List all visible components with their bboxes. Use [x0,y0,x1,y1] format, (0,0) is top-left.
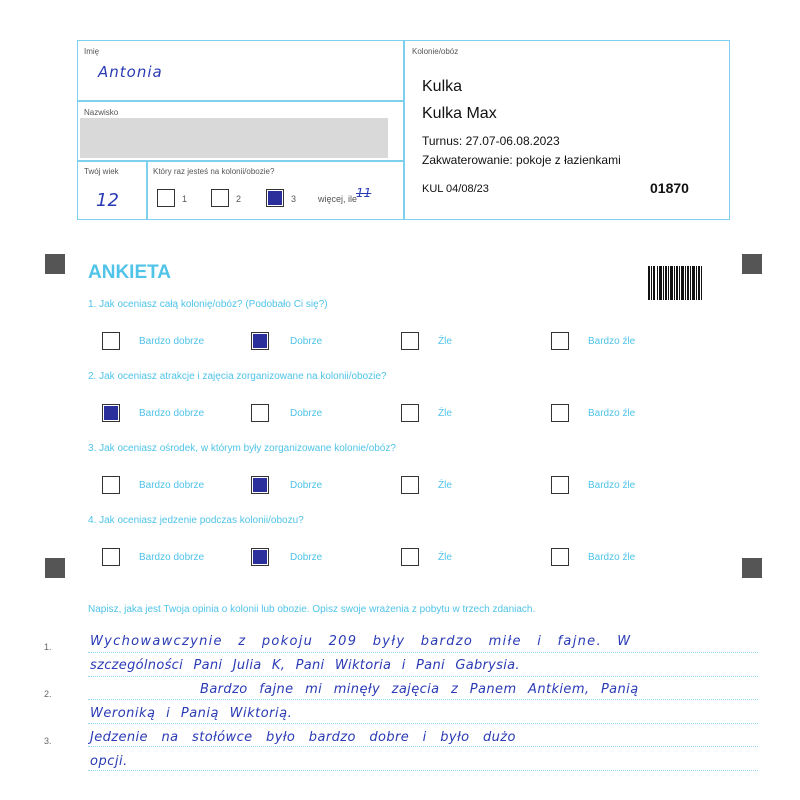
q4-checkbox-zle[interactable] [401,548,419,566]
q3-checkbox-bardzo-dobrze[interactable] [102,476,120,494]
survey-title: ANKIETA [88,262,172,283]
q1-checkbox-dobrze[interactable] [251,332,269,350]
question-1: 1. Jak oceniasz całą kolonię/obóz? (Podobało Ci się?) [88,299,328,310]
answer-text-6[interactable]: opcji. [90,754,128,769]
opinion-prompt: Napisz, jaka jest Twoja opinia o kolonii lub obozie. Opisz swoje wrażenia z pobytu w trzech zdaniach. [88,604,536,615]
registration-marker-bl [45,558,65,578]
header-divider-2 [77,160,404,162]
wiek-value[interactable]: 12 [96,190,119,211]
q1-checkbox-zle[interactable] [401,332,419,350]
q2-checkbox-bardzo-dobrze[interactable] [102,404,120,422]
wiecej-value[interactable]: 11 [356,186,372,200]
camp-variant: Kulka Max [422,105,497,122]
registration-marker-tr [742,254,762,274]
ktory-raz-checkbox-1[interactable] [157,189,175,207]
header-divider-vertical [403,40,405,220]
q2-checkbox-dobrze[interactable] [251,404,269,422]
nazwisko-label: Nazwisko [84,108,119,117]
header-divider-age [146,160,148,220]
q2-option-dobrze: Dobrze [290,408,323,419]
q3-option-bardzo-dobrze: Bardzo dobrze [139,480,205,491]
header-divider-1 [77,100,404,102]
q4-option-bardzo-zle: Bardzo źle [588,552,636,563]
q3-option-zle: Źle [438,480,452,491]
q4-option-bardzo-dobrze: Bardzo dobrze [139,552,205,563]
q3-checkbox-dobrze[interactable] [251,476,269,494]
answer-line-5 [88,746,758,747]
question-2: 2. Jak oceniasz atrakcje i zajęcia zorganizowane na kolonii/obozie? [88,371,387,382]
answer-text-5[interactable]: Jedzenie na stołówce było bardzo dobre i było dużo [90,730,516,745]
nazwisko-redacted [80,118,388,158]
answer-text-1[interactable]: Wychowawczynie z pokoju 209 były bardzo miłe i fajne. W [90,634,632,649]
wiek-label: Twój wiek [84,167,119,176]
q1-checkbox-bardzo-dobrze[interactable] [102,332,120,350]
question-3: 3. Jak oceniasz ośrodek, w którym były zorganizowane kolonie/obóz? [88,443,396,454]
q2-option-bardzo-dobrze: Bardzo dobrze [139,408,205,419]
answer-line-2 [88,676,758,677]
q1-option-bardzo-dobrze: Bardzo dobrze [139,336,205,347]
imie-value[interactable]: Antonia [98,63,163,81]
q4-checkbox-bardzo-zle[interactable] [551,548,569,566]
registration-marker-br [742,558,762,578]
question-4: 4. Jak oceniasz jedzenie podczas kolonii/obozu? [88,515,304,526]
q2-checkbox-bardzo-zle[interactable] [551,404,569,422]
ktory-raz-option-1: 1 [182,194,188,204]
barcode-icon [648,266,702,300]
camp-name: Kulka [422,78,463,95]
zakwaterowanie: Zakwaterowanie: pokoje z łazienkami [422,153,621,167]
ktory-raz-option-2: 2 [236,194,242,204]
q2-option-zle: Źle [438,408,452,419]
kolonie-label: Kolonie/obóz [412,47,459,56]
ktory-raz-checkbox-2[interactable] [211,189,229,207]
ktory-raz-label: Który raz jesteś na kolonii/obozie? [153,167,275,176]
answer-text-2[interactable]: szczególności Pani Julia K, Pani Wiktoria i Pani Gabrysia. [90,658,520,673]
line-number-2: 2. [44,689,52,699]
ktory-raz-option-3: 3 [291,194,297,204]
camp-code: KUL 04/08/23 [422,183,489,195]
answer-text-4[interactable]: Weroniką i Panią Wiktorią. [90,706,293,721]
answer-text-3[interactable]: Bardzo fajne mi minęły zajęcia z Panem Antkiem, Panią [200,682,639,697]
q3-checkbox-bardzo-zle[interactable] [551,476,569,494]
q1-option-bardzo-zle: Bardzo źle [588,336,636,347]
q4-checkbox-bardzo-dobrze[interactable] [102,548,120,566]
q1-option-dobrze: Dobrze [290,336,323,347]
line-number-1: 1. [44,642,52,652]
answer-line-4 [88,723,758,724]
q4-checkbox-dobrze[interactable] [251,548,269,566]
turnus: Turnus: 27.07-06.08.2023 [422,134,560,148]
q3-checkbox-zle[interactable] [401,476,419,494]
answer-line-1 [88,652,758,653]
q2-option-bardzo-zle: Bardzo źle [588,408,636,419]
q3-option-bardzo-zle: Bardzo źle [588,480,636,491]
ktory-raz-checkbox-3[interactable] [266,189,284,207]
q3-option-dobrze: Dobrze [290,480,323,491]
registration-marker-tl [45,254,65,274]
q4-option-dobrze: Dobrze [290,552,323,563]
line-number-3: 3. [44,736,52,746]
imie-label: Imię [84,47,100,56]
q4-option-zle: Źle [438,552,452,563]
q2-checkbox-zle[interactable] [401,404,419,422]
answer-line-3 [88,699,758,700]
q1-option-zle: Źle [438,336,452,347]
answer-line-6 [88,770,758,771]
wiecej-label: więcej, ile [318,194,358,204]
q1-checkbox-bardzo-zle[interactable] [551,332,569,350]
form-number: 01870 [650,180,689,196]
